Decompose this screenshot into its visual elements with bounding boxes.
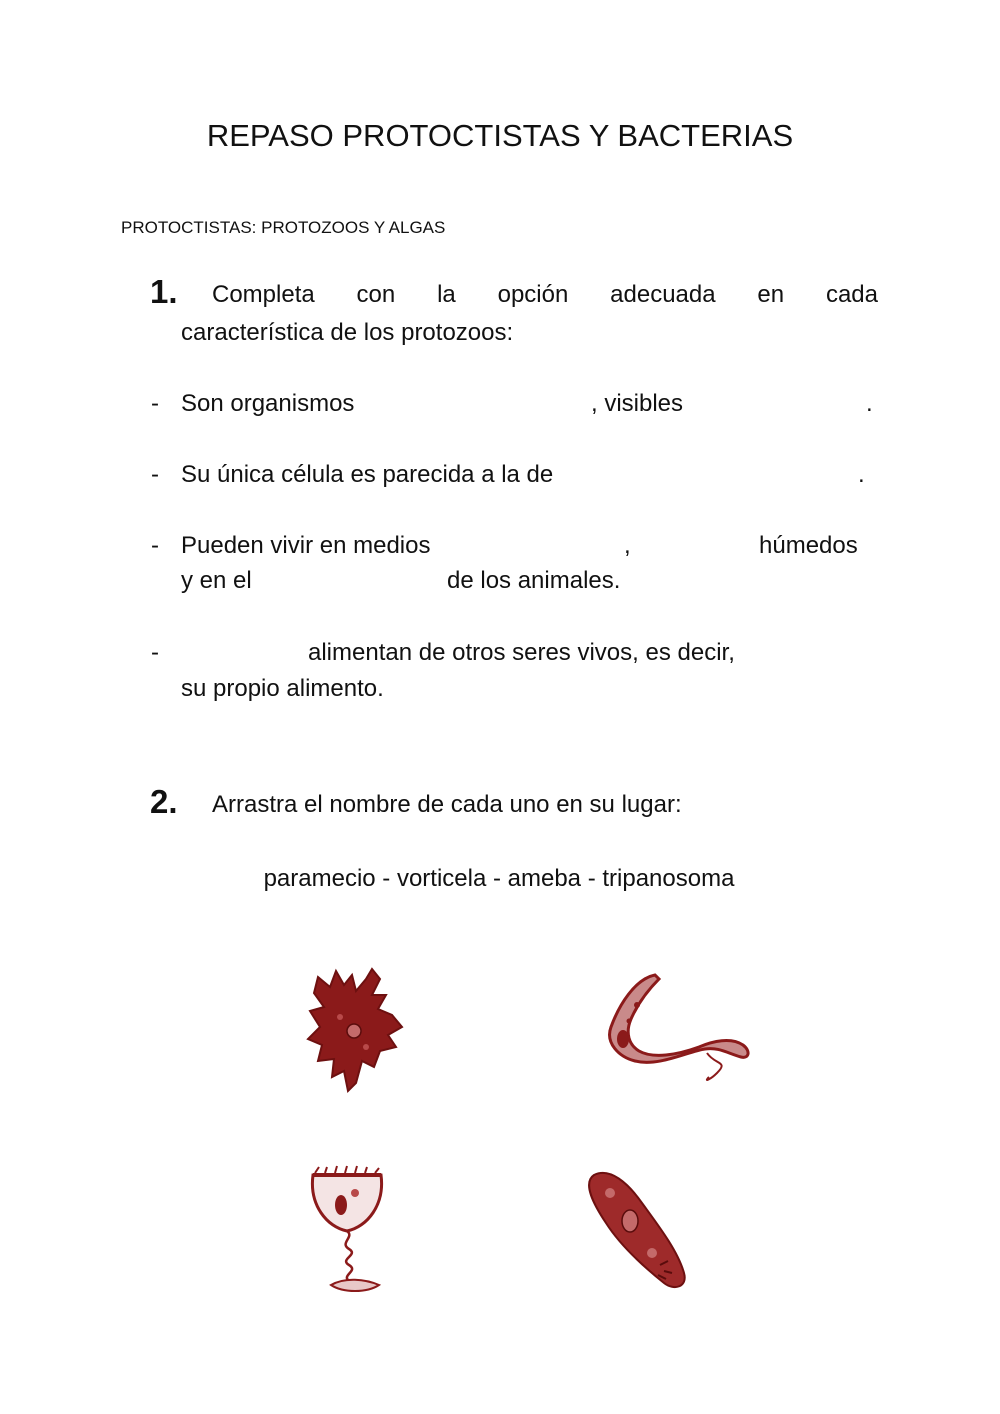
ameba-nucleus bbox=[347, 1024, 361, 1038]
item-dash: - bbox=[151, 532, 159, 559]
question-2-number: 2. bbox=[150, 783, 178, 820]
item-dash: - bbox=[151, 639, 159, 666]
blank-field[interactable] bbox=[470, 530, 620, 560]
blank-field[interactable] bbox=[385, 388, 585, 418]
item-dash: - bbox=[151, 390, 159, 417]
paramecio-body bbox=[589, 1173, 685, 1287]
page-title: REPASO PROTOCTISTAS Y BACTERIAS bbox=[206, 118, 794, 153]
vorticela-vacuole bbox=[351, 1189, 359, 1197]
vorticela-drawing bbox=[305, 1165, 400, 1300]
blank-field[interactable] bbox=[640, 530, 750, 560]
vorticela-stalk bbox=[346, 1231, 353, 1281]
question-1-intro-line1 bbox=[212, 281, 878, 309]
section-subtitle: PROTOCTISTAS: PROTOZOOS Y ALGAS bbox=[121, 218, 446, 237]
q1-word: cada bbox=[825, 281, 878, 308]
item-4-text-a: alimentan de otros seres vivos, es decir, bbox=[308, 639, 735, 666]
tripanosoma-nucleus bbox=[617, 1030, 629, 1048]
tripanosoma-flagellum bbox=[707, 1053, 722, 1080]
item-2-text-b: . bbox=[858, 461, 865, 488]
word-bank[interactable]: paramecio - vorticela - ameba - tripanosoma bbox=[263, 865, 735, 892]
paramecio-drawing bbox=[580, 1165, 695, 1295]
item-3-text-d: y en el bbox=[181, 567, 252, 594]
blank-field[interactable] bbox=[795, 637, 875, 667]
item-3-text-a: Pueden vivir en medios bbox=[181, 532, 431, 559]
ameba-vacuole bbox=[337, 1014, 343, 1020]
q1-word: opción bbox=[497, 281, 569, 308]
blank-field[interactable] bbox=[705, 388, 860, 418]
tripanosoma-granule bbox=[634, 1002, 640, 1008]
q1-word: adecuada bbox=[610, 281, 716, 308]
blank-field[interactable] bbox=[268, 565, 440, 595]
q1-word: en bbox=[757, 281, 785, 308]
vorticela-nucleus bbox=[335, 1195, 347, 1215]
ameba-drawing bbox=[300, 965, 415, 1100]
vorticela-cilia bbox=[315, 1166, 379, 1173]
item-4-text-b: su propio alimento. bbox=[181, 675, 384, 702]
item-2-text-a: Su única célula es parecida a la de bbox=[181, 461, 554, 488]
item-dash: - bbox=[151, 461, 159, 488]
item-1-text-a: Son organismos bbox=[181, 390, 355, 417]
item-1-text-b: , visibles bbox=[591, 390, 684, 417]
paramecio-vacuole bbox=[647, 1248, 657, 1258]
blank-field[interactable] bbox=[175, 637, 300, 667]
blank-field[interactable] bbox=[606, 459, 851, 489]
item-3-text-c: húmedos bbox=[759, 532, 858, 559]
ameba-vacuole bbox=[363, 1044, 369, 1050]
vorticela-base bbox=[331, 1280, 379, 1291]
tripanosoma-drawing bbox=[595, 965, 760, 1090]
q1-word: con bbox=[356, 281, 396, 308]
question-2-instruction: Arrastra el nombre de cada uno en su lugar: bbox=[212, 791, 682, 818]
q1-word: Completa bbox=[212, 281, 315, 308]
q1-word: la bbox=[437, 281, 456, 308]
item-3-text-e: de los animales. bbox=[447, 567, 621, 594]
item-1-text-c: . bbox=[866, 390, 873, 417]
question-1-intro-line2: característica de los protozoos: bbox=[181, 319, 514, 346]
paramecio-nucleus bbox=[622, 1210, 638, 1232]
tripanosoma-body bbox=[610, 975, 749, 1062]
vorticela-bell bbox=[312, 1175, 381, 1231]
item-3-text-b: , bbox=[624, 532, 631, 559]
paramecio-vacuole bbox=[605, 1188, 615, 1198]
question-1-number: 1. bbox=[150, 273, 178, 310]
tripanosoma-granule bbox=[627, 1019, 632, 1024]
